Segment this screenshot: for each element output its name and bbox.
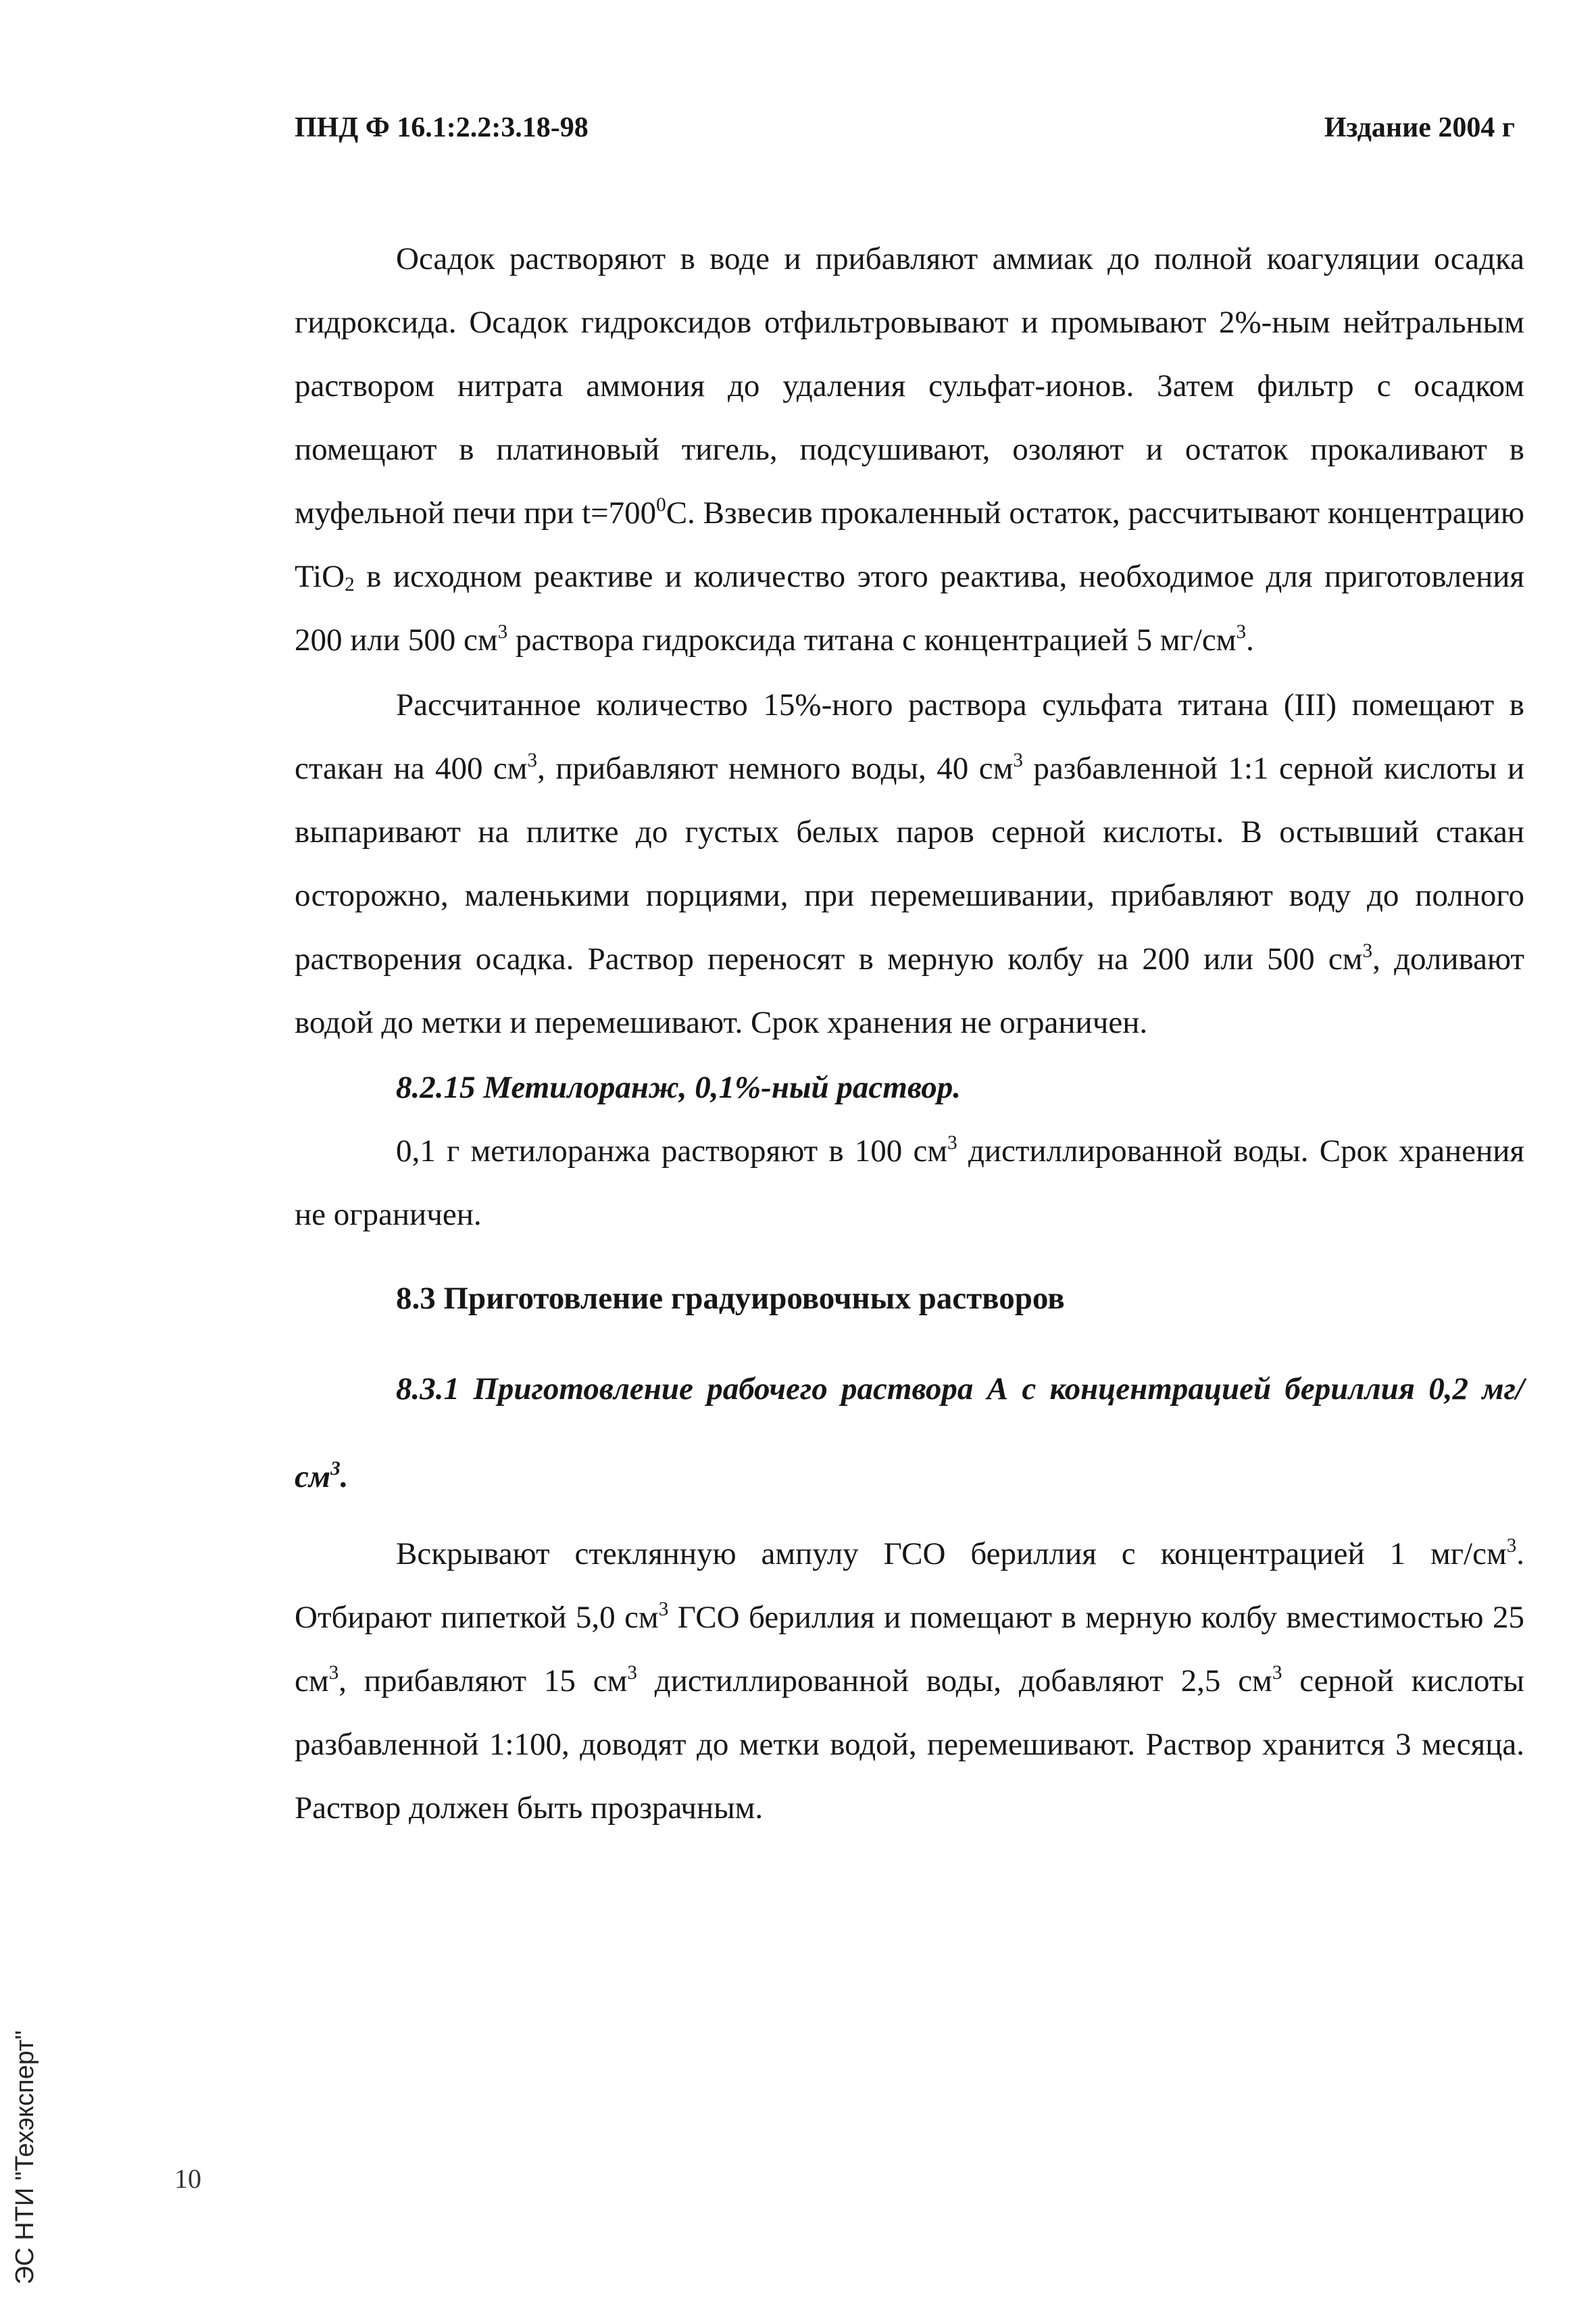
text-run: Рассчитанное количество 15%-ного раствора сульфата титана (III) помещают в стакан на 400 см (295, 687, 1524, 786)
paragraph-precipitate (295, 227, 1524, 672)
text-run: Вскрывают стеклянную ампулу ГСО бериллия с концентрацией 1 мг/см (396, 1536, 1507, 1571)
text-run: дистиллированной воды. Срок хранения не ограничен. (295, 1133, 1524, 1232)
text-run: раствора гидроксида титана с концентрацией 5 мг/см (507, 622, 1237, 658)
edition-label: Издание 2004 г (1324, 112, 1515, 143)
superscript: 3 (947, 1131, 957, 1154)
publisher-stamp: ЭС НТИ "Техэксперт" (11, 2030, 39, 2284)
text-run: разбавленной 1:1 серной кислоты и выпаривают на плитке до густых белых паров серной кислоты. В остывший стакан осторожно, маленькими порциями, при перемешивании, прибавляют воду до полного растворения осадка. Раствор переносят в мерную колбу на 200 или 500 см (295, 751, 1524, 977)
page-number: 10 (174, 2163, 201, 2194)
superscript: 3 (330, 1457, 341, 1480)
superscript: 3 (497, 620, 508, 643)
text-run: . (340, 1459, 349, 1494)
text-run: серной кислоты разбавленной 1:100, доводят до метки водой, перемешивают. Раствор хранится 3 месяца. Раствор должен быть прозрачным. (295, 1663, 1525, 1826)
section-heading-8-3: 8.3 Приготовление градуировочных растворов (396, 1281, 1065, 1316)
superscript: 3 (658, 1598, 669, 1620)
text-run: 8.3.1 Приготовление рабочего раствора А с концентрацией бериллия 0,2 мг/см (295, 1371, 1524, 1494)
text-run: , доливают водой до метки и перемешивают. Срок хранения не ограничен. (295, 942, 1524, 1040)
text-run: С. Взвесив прокаленный остаток, рассчитывают концентрацию TiO (295, 495, 1524, 594)
superscript: 3 (1236, 620, 1247, 643)
document-body (295, 227, 1524, 1840)
superscript: 3 (1272, 1661, 1282, 1684)
superscript: 3 (328, 1661, 339, 1684)
text-run: 0,1 г метилоранжа растворяют в 100 см (396, 1133, 948, 1169)
text-run: ГСО бериллия и помещают в мерную колбу вместимостью 25 см (295, 1600, 1524, 1698)
superscript: 3 (1013, 749, 1023, 771)
superscript: 0 (656, 493, 666, 516)
paragraph-titanium-sulfate (295, 673, 1524, 1054)
text-run: . Отбирают пипеткой 5,0 см (295, 1536, 1524, 1635)
text-run: в исходном реактиве и количество этого реактива, необходимое для приготовления 200 или 500 см (295, 559, 1524, 658)
superscript: 3 (627, 1661, 637, 1684)
superscript: 3 (527, 749, 538, 771)
subscript: 2 (345, 573, 355, 595)
paragraph-methyl-orange (295, 1119, 1524, 1246)
superscript: 3 (1362, 939, 1373, 962)
text-run: , прибавляют 15 см (339, 1663, 628, 1698)
text-run: дистиллированной воды, добавляют 2,5 см (637, 1663, 1272, 1698)
section-heading-8-2-15: 8.2.15 Метилоранж, 0,1%-ный раствор. (396, 1070, 961, 1105)
superscript: 3 (1506, 1534, 1517, 1557)
paragraph-beryllium-solution (295, 1522, 1524, 1840)
text-run: , прибавляют немного воды, 40 см (537, 751, 1014, 786)
section-heading-8-3-1 (295, 1345, 1524, 1521)
text-run: . (1246, 622, 1254, 658)
document-id: ПНД Ф 16.1:2.2:3.18-98 (295, 112, 589, 143)
text-run: Осадок растворяют в воде и прибавляют аммиак до полной коагуляции осадка гидроксида. Осадок гидроксидов отфильтровывают и промывают 2%-ным нейтральным раствором нитрата аммония до удаления сульфат-ионов. Затем фильтр с осадком помещают в платиновый тигель, подсушивают, озоляют и остаток прокаливают в муфельной печи при t=700 (295, 241, 1524, 531)
